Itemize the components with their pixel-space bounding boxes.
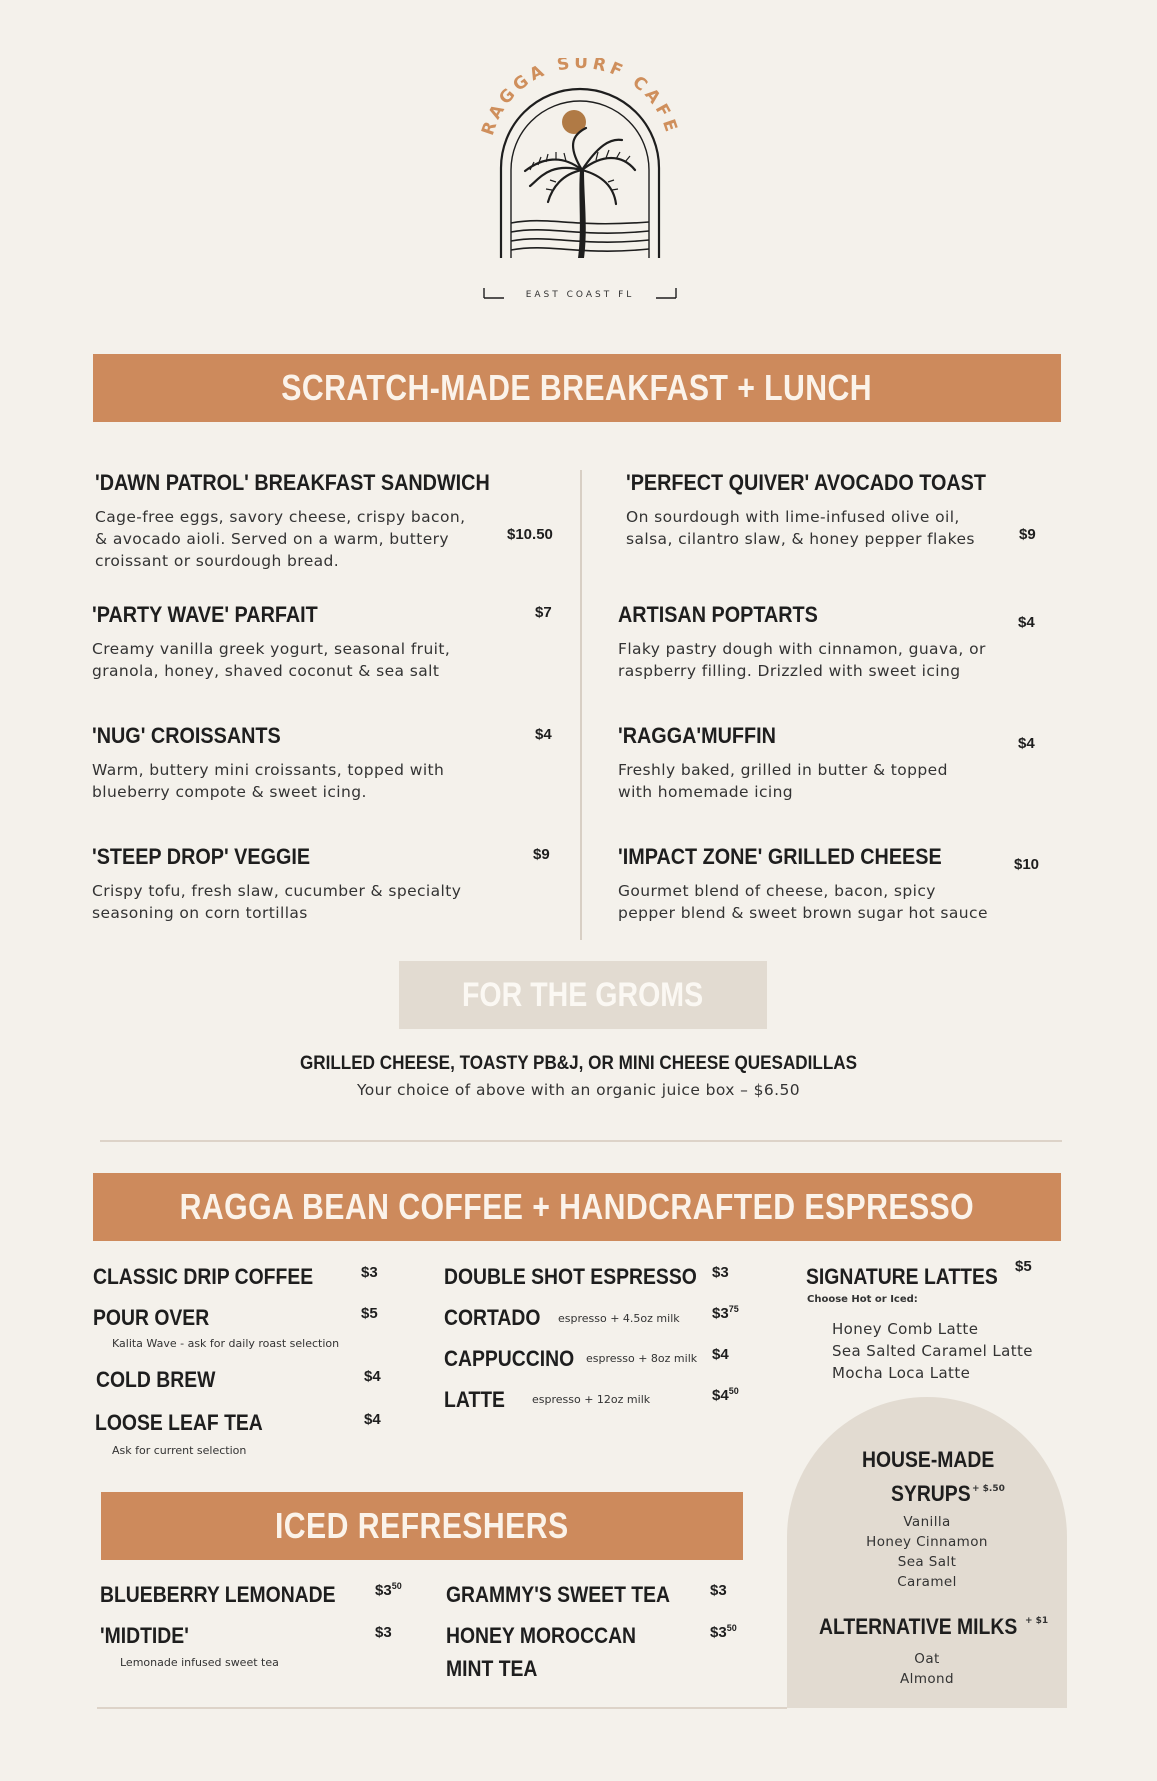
- item-price: $10: [1014, 856, 1040, 873]
- syrup-option: Honey Cinnamon: [866, 1534, 988, 1550]
- item-name: 'RAGGA'MUFFIN: [618, 723, 776, 748]
- column-divider: [580, 470, 582, 940]
- price-cents: 75: [728, 1304, 739, 1314]
- coffee-banner: [93, 1173, 1061, 1241]
- logo-arc-text: RAGGA SURF CAFE: [478, 58, 682, 139]
- item-price: $4: [1018, 735, 1035, 752]
- syrups-upcharge: + $.50: [972, 1484, 1005, 1494]
- refreshers-banner: [101, 1492, 743, 1560]
- item-description: salsa, cilantro slaw, & honey pepper flakes: [626, 530, 975, 548]
- item-description: Flaky pastry dough with cinnamon, guava, or: [618, 640, 986, 658]
- item-description: pepper blend & sweet brown sugar hot sauce: [618, 904, 988, 922]
- syrup-options: [787, 1512, 1067, 1592]
- item-price: $10.50: [507, 526, 553, 543]
- item-description: Crispy tofu, fresh slaw, cucumber & specialty: [92, 882, 462, 900]
- drink-note: Kalita Wave - ask for daily roast selection: [112, 1337, 340, 1350]
- drink-price: $5: [1015, 1258, 1032, 1275]
- item-price: $4: [535, 726, 552, 743]
- drink-note: espresso + 12oz milk: [532, 1393, 651, 1406]
- item-name: 'NUG' CROISSANTS: [92, 723, 281, 748]
- drink-price: $3: [712, 1264, 729, 1281]
- syrup-option: Sea Salt: [897, 1554, 957, 1570]
- item-price: $9: [533, 846, 550, 863]
- drink-name: HONEY MOROCCAN: [446, 1623, 637, 1648]
- item-price: $7: [535, 604, 552, 621]
- milks-heading: ALTERNATIVE MILKS: [819, 1614, 1018, 1639]
- item-name: 'STEEP DROP' VEGGIE: [92, 844, 311, 869]
- drink-note: Choose Hot or Iced:: [807, 1294, 918, 1305]
- item-description: croissant or sourdough bread.: [95, 552, 340, 570]
- drink-price: $3: [375, 1624, 392, 1641]
- drink-price: [375, 1582, 402, 1599]
- drink-name: POUR OVER: [93, 1305, 210, 1330]
- breakfast-heading: SCRATCH-MADE BREAKFAST + LUNCH: [281, 367, 873, 408]
- cafe-logo: [470, 58, 690, 308]
- drink-price: $3: [710, 1582, 727, 1599]
- drink-name: DOUBLE SHOT ESPRESSO: [444, 1264, 697, 1289]
- menu-item: [618, 723, 1038, 803]
- drink-note: espresso + 4.5oz milk: [558, 1312, 680, 1325]
- drink-price: $4: [364, 1411, 381, 1428]
- drink-name: GRAMMY'S SWEET TEA: [446, 1582, 671, 1607]
- palm-tree-logo-icon: [470, 58, 690, 308]
- menu-item: [95, 470, 565, 572]
- syrups-heading: HOUSE-MADE: [862, 1447, 995, 1472]
- item-price: $9: [1019, 526, 1036, 543]
- drink-price: [712, 1305, 739, 1322]
- menu-item: [618, 844, 1038, 924]
- menu-item: [618, 602, 1038, 682]
- drink-name: CAPPUCCINO: [444, 1346, 575, 1371]
- drink-name: SIGNATURE LATTES: [806, 1264, 998, 1289]
- item-name: ARTISAN POPTARTS: [618, 602, 818, 627]
- price-cents: 50: [726, 1623, 737, 1633]
- item-description: Gourmet blend of cheese, bacon, spicy: [618, 882, 936, 900]
- price-cents: 50: [391, 1581, 402, 1591]
- item-name: 'IMPACT ZONE' GRILLED CHEESE: [618, 844, 942, 869]
- drink-price: $5: [361, 1305, 378, 1322]
- item-description: seasoning on corn tortillas: [92, 904, 308, 922]
- item-name: 'DAWN PATROL' BREAKFAST SANDWICH: [95, 470, 490, 495]
- item-description: raspberry filling. Drizzled with sweet icing: [618, 662, 961, 680]
- item-name: 'PERFECT QUIVER' AVOCADO TOAST: [626, 470, 986, 495]
- latte-option: Honey Comb Latte: [832, 1320, 979, 1338]
- syrups-heading: SYRUPS: [891, 1481, 971, 1506]
- latte-option: Mocha Loca Latte: [832, 1364, 971, 1382]
- groms-heading: FOR THE GROMS: [462, 975, 704, 1014]
- price-main: $3: [710, 1624, 727, 1641]
- drink-name: 'MIDTIDE': [100, 1623, 189, 1648]
- breakfast-banner: [93, 354, 1061, 422]
- groms-banner: [399, 961, 767, 1029]
- menu-item: [92, 723, 562, 803]
- item-description: & avocado aioli. Served on a warm, buttery: [95, 530, 450, 548]
- bottom-divider: [97, 1707, 787, 1709]
- item-description: with homemade icing: [618, 783, 794, 801]
- item-description: blueberry compote & sweet icing.: [92, 783, 367, 801]
- price-main: $4: [712, 1387, 729, 1404]
- syrup-option: Caramel: [897, 1574, 957, 1590]
- refreshers-heading: ICED REFRESHERS: [275, 1505, 569, 1546]
- drink-price: [710, 1624, 737, 1641]
- price-main: $3: [712, 1305, 729, 1322]
- milk-option: Almond: [900, 1671, 954, 1687]
- milk-option: Oat: [914, 1651, 940, 1667]
- drink-name: BLUEBERRY LEMONADE: [100, 1582, 336, 1607]
- groms-items-text: GRILLED CHEESE, TOASTY PB&J, OR MINI CHEESE QUESADILLAS: [299, 1053, 858, 1074]
- item-price: $4: [1018, 614, 1035, 631]
- logo-location: EAST COAST FL: [525, 290, 635, 300]
- item-description: Cage-free eggs, savory cheese, crispy bacon,: [95, 508, 466, 526]
- milk-options: [787, 1649, 1067, 1689]
- menu-item: [626, 470, 1046, 550]
- milks-upcharge: + $1: [1025, 1616, 1049, 1626]
- groms-note: Your choice of above with an organic juice box – $6.50: [356, 1081, 801, 1099]
- drink-name: LOOSE LEAF TEA: [95, 1410, 263, 1435]
- drink-name: MINT TEA: [446, 1656, 538, 1681]
- item-name: 'PARTY WAVE' PARFAIT: [92, 602, 318, 627]
- drink-note: Ask for current selection: [112, 1444, 247, 1457]
- groms-items: [0, 1053, 1157, 1075]
- menu-item: [92, 844, 562, 924]
- latte-option: Sea Salted Caramel Latte: [832, 1342, 1033, 1360]
- drink-note: espresso + 8oz milk: [586, 1352, 698, 1365]
- item-description: granola, honey, shaved coconut & sea salt: [92, 662, 440, 680]
- section-divider: [100, 1140, 1062, 1142]
- drink-name: LATTE: [444, 1387, 505, 1412]
- coffee-heading: RAGGA BEAN COFFEE + HANDCRAFTED ESPRESSO: [179, 1186, 975, 1227]
- drink-price: $4: [712, 1346, 729, 1363]
- price-cents: 50: [728, 1386, 739, 1396]
- drink-price: [712, 1387, 739, 1404]
- menu-item: [92, 602, 562, 682]
- syrup-option: Vanilla: [903, 1514, 951, 1530]
- item-description: Warm, buttery mini croissants, topped with: [92, 761, 445, 779]
- drink-name: CORTADO: [444, 1305, 541, 1330]
- drink-note: Lemonade infused sweet tea: [120, 1656, 279, 1669]
- drink-name: COLD BREW: [96, 1367, 216, 1392]
- item-description: Creamy vanilla greek yogurt, seasonal fruit,: [92, 640, 451, 658]
- price-main: $3: [375, 1582, 392, 1599]
- drink-price: $4: [364, 1368, 381, 1385]
- item-description: On sourdough with lime-infused olive oil,: [626, 508, 960, 526]
- drink-price: $3: [361, 1264, 378, 1281]
- item-description: Freshly baked, grilled in butter & topped: [618, 761, 948, 779]
- drink-name: CLASSIC DRIP COFFEE: [93, 1264, 314, 1289]
